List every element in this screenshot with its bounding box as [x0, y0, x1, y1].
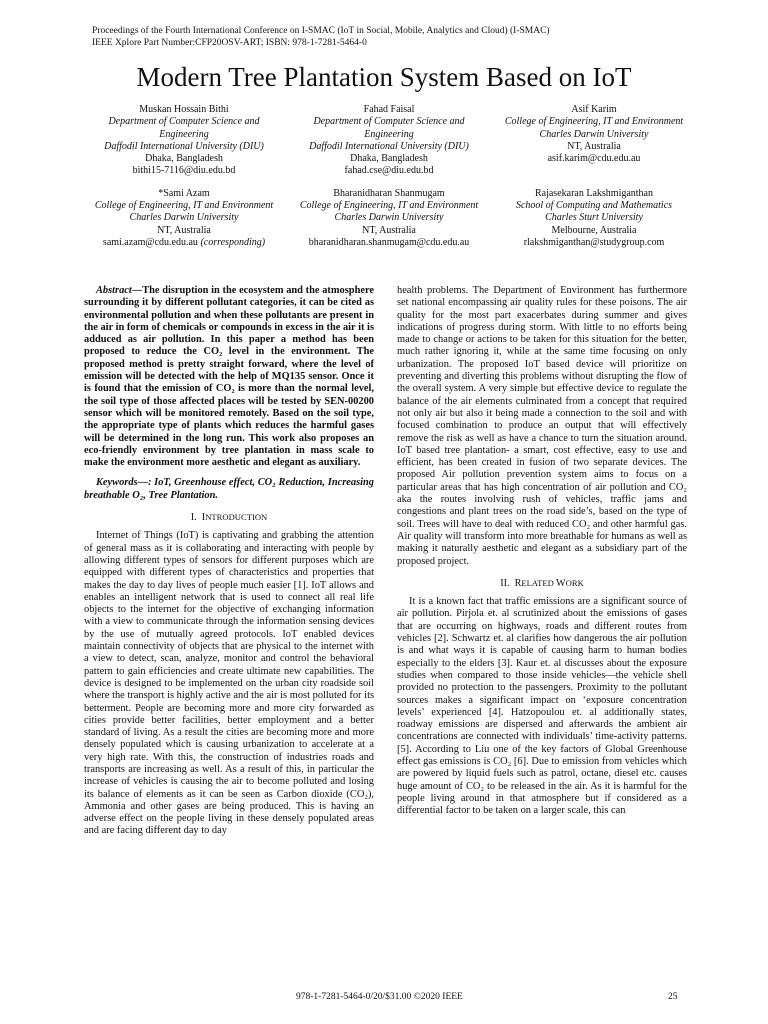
author-email: sami.azam@cdu.edu.au	[102, 236, 198, 248]
author-location: Melbourne, Australia	[551, 224, 637, 236]
author-location: NT, Australia	[362, 224, 416, 236]
left-column	[84, 285, 374, 838]
author-department: School of Computing and Mathematics	[515, 200, 673, 212]
section-title-initial: R	[514, 577, 522, 589]
keywords: Keywords—: IoT, Greenhouse effect, CO₂ Reduction, Increasing breathable O₂, Tree Plantation.	[84, 477, 374, 501]
section-title-rest: NTRODUCTION	[205, 512, 268, 523]
author-email: bharanidharan.shanmugam@cdu.edu.au	[308, 236, 470, 248]
author-row-1	[84, 104, 694, 178]
author-name: *Sami Azam	[158, 187, 210, 199]
section-heading-introduction	[84, 511, 374, 524]
header-line-2: IEEE Xplore Part Number:CFP20OSV-ART; ISBN: 978-1-7281-5464-0	[92, 38, 367, 48]
author-2	[289, 104, 489, 178]
author-name: Fahad Faisal	[363, 104, 415, 115]
author-department: Department of Computer Science and Engineering	[108, 116, 260, 140]
author-email-line	[84, 237, 284, 249]
author-1	[84, 104, 284, 178]
author-department: Department of Computer Science and Engineering	[313, 116, 465, 140]
copyright-line: 978-1-7281-5464-0/20/$31.00 ©2020 IEEE	[296, 992, 463, 1002]
author-3	[494, 104, 694, 178]
abstract	[84, 285, 374, 469]
author-5	[289, 188, 489, 249]
introduction-paragraph: Internet of Things (IoT) is captivating and grabbing the attention of general mass as it is collaborating and interacting with people by allowing different types of sensors for different purposes which are equipped with different types of characteristics and properties that makes the day to day lives of people much easier [1]. IoT allows and enables an intelligent network that is used to connect all real life objects to the internet for the objective of exchanging information with a view to communicate through the information sensing devices by the use of mutually agreed protocols. IoT enabled devices maintain connectivity of objects that are physical to the internet with a view to detect, scan, analyze, monitor and control the behavioral pattern to gain efficiencies and create ultimate new capabilities. The device is designed to be implemented on the urban city roadside soil where the transport is highly active and the air is most polluted for its betterment. People are becoming more and more city forwarded as cities provide better facilities, better employment and a better standard of living. As a result the cities are becoming more and more densely populated which is causing urbanization to accelerate at a very high rate. With this, the construction of industries roads and transports are increasing as well. As a result of this, in particular the increase of vehicles is causing the air to become polluted and losing its balance of elements as it can be seen as Carbon dioxide (CO₂), Ammonia and other gases are being produced. This is having an adverse effect on the people living in these densely populated areas and are facing different day to day	[84, 530, 374, 837]
author-email: rlakshmiganthan@studygroup.com	[523, 236, 665, 248]
section-title-initial: I	[201, 512, 206, 524]
author-department: College of Engineering, IT and Environment	[94, 200, 274, 212]
author-name: Bharanidharan Shanmugam	[333, 187, 445, 199]
author-location: Dhaka, Bangladesh	[145, 153, 223, 165]
corresponding-note: (corresponding)	[200, 236, 266, 248]
section-title-rest-2: ORK	[565, 577, 584, 588]
right-column	[397, 285, 687, 817]
abstract-label: Abstract	[96, 285, 132, 296]
header-line-1: Proceedings of the Fourth International Conference on I-SMAC (IoT in Social, Mobile, Analytics and Cloud) (I-SMAC)	[92, 26, 550, 36]
author-name: Asif Karim	[571, 104, 617, 115]
author-row-2	[84, 188, 694, 249]
author-university: Charles Darwin University	[334, 212, 444, 224]
paper-title: Modern Tree Plantation System Based on IoT	[136, 62, 632, 92]
abstract-text: —The disruption in the ecosystem and the atmosphere surrounding it by different pollutant categories, it can be cited as environmental pollution and when these pollutants are present in the air in form of chemicals or compounds in excess in the air it is adduced as air pollution. In this paper a method has been proposed to reduce the CO₂ level in the environment. The proposed method is pretty straight forward, where the level of emission will be detected with the help of MQ135 sensor. Once it is found that the emission of CO₂ is more than the normal level, the soil type of those affected places will be tested by SEN-00200 sensor which will be monitored remotely. Based on the soil type, the appropriate type of plants which reduces the harmful gases will be determined in the long run. This work also proposes an eco-friendly environment by tree plantation in mass scale to make the environment more aesthetic and elegant as auxiliary.	[84, 285, 374, 469]
author-name: Rajasekaran Lakshmiganthan	[534, 187, 653, 199]
page-number: 25	[668, 992, 678, 1002]
author-location: NT, Australia	[157, 224, 211, 236]
section-title-rest: ELATED	[521, 577, 557, 588]
author-4	[84, 188, 284, 249]
section-title-initial-2: W	[556, 577, 566, 589]
author-university: Charles Darwin University	[539, 128, 649, 140]
section-heading-related-work	[397, 577, 687, 590]
author-location: NT, Australia	[567, 140, 621, 152]
related-work-paragraph: It is a known fact that traffic emissions are a significant source of air pollution. Pirjola et. al scrutinized about the emissions of gases that are occurring on highways, roads and different routes from vehicles [2]. Schwartz et. al clarifies how dangerous the air pollution is and what ways it is capable of causing harm to human bodies especially to the elders [3]. Kaur et. al discusses about the exposure studies when compared to those inside vehicles—the vehicle shell provided no protection to the passengers. Proximity to the pollutant sources makes a significant impact on ‘exposure concentration levels’ experienced [4]. Hatzopoulou et. al additionally states, roadway emissions are dispersed and afterwards the ambient air concentrations are connected with individuals’ time-activity patterns. [5]. According to Liu one of the key factors of Global Greenhouse effect gas emissions is CO₂ [6]. Due to emission from vehicles which are powered by liquid fuels such as patrol, octane, diesel etc. causes huge amount of CO₂ to be released in the air. As it is harmful for the people living around in that atmosphere but if considered as a differential factor to be taken on a larger scale, this can	[397, 596, 687, 817]
author-location: Dhaka, Bangladesh	[350, 153, 428, 165]
author-email: fahad.cse@diu.edu.bd	[344, 165, 434, 177]
author-university: Charles Darwin University	[129, 212, 239, 224]
author-block	[84, 104, 694, 259]
author-department: College of Engineering, IT and Environment	[299, 200, 479, 212]
section-number: II.	[500, 577, 510, 589]
author-name: Muskan Hossain Bithi	[139, 104, 229, 115]
conference-header	[92, 25, 550, 49]
author-email: asif.karim@cdu.edu.au	[547, 153, 641, 165]
author-university: Daffodil International University (DIU)	[309, 140, 469, 152]
author-6	[494, 188, 694, 249]
author-university: Daffodil International University (DIU)	[104, 140, 264, 152]
author-department: College of Engineering, IT and Environment	[504, 116, 684, 128]
author-university: Charles Sturt University	[545, 212, 643, 224]
introduction-continued: health problems. The Department of Environment has furthermore set national encompassing air quality rules for these poisons. The air quality for the most part exacerbates during summer and gives indications of progress during storm. With little to no efforts being made to change or actions to be taken for this situation for the better, much rather ignoring it, while at the same time focusing on only urbanization. The proposed IoT based device will prioritize on preventing and diverting this problems without disrupting the flow of the overall system. A very simple but effective device to regulate the balance of the air elements culminated from a concept that required not only air but also it being made a connection to the soil and with focused combination to produce an output that will effectively remove the risk as well as have a chance to turn the situation around. IoT based tree plantation- a smart, cost effective, easy to use and efficient, has been created in fusion of two separate devices. The proposed Air pollution prevention system aims to focus on a particular areas that has high concentration of air pollution and CO₂ aka the routes involving rush of vehicles, traffic jams and congestions and plant trees on the road side’s, based on the type of soil. Trees will have to deal with reduced CO₂ and other harmful gas. Air quality will transform into more breathable for humans as well as making it naturally aesthetic and elegant as a subsidiary part of the proposed project.	[397, 285, 687, 567]
section-number: I.	[190, 512, 197, 524]
author-email: bithi15-7116@diu.edu.bd	[132, 165, 236, 177]
